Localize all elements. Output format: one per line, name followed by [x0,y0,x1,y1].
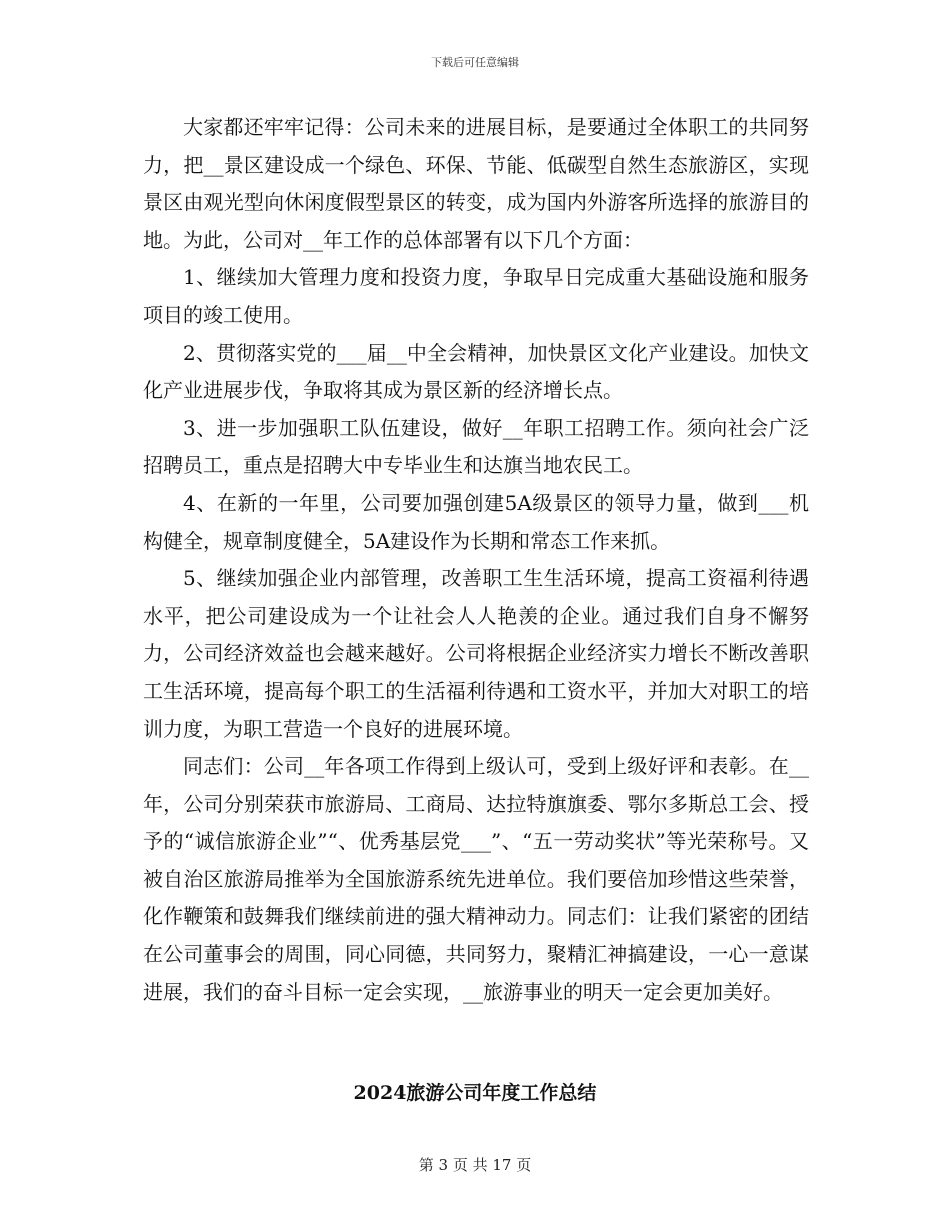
page-header-note: 下载后可任意编辑 [431,56,519,69]
paragraph-item-1: 1、继续加大管理力度和投资力度，争取早日完成重大基础设施和服务项目的竣工使用。 [143,265,809,327]
paragraph-item-2: 2、贯彻落实党的___届__中全会精神，加快景区文化产业建设。加快文化产业进展步伐，争取将其成为景区新的经济增长点。 [143,340,809,403]
paragraph-intro: 大家都还牢牢记得：公司未来的进展目标，是要通过全体职工的共同努力，把__景区建设成一个绿色、环保、节能、低碳型自然生态旅游区，实现景区由观光型向休闲度假型景区的转变，成为国内外游客所选择的旅游目的地。为此，公司对__年工作的总体部署有以下几个方面： [143,115,809,252]
document-title: 2024旅游公司年度工作总结 [353,1082,597,1104]
paragraph-closing: 同志们：公司__年各项工作得到上级认可，受到上级好评和表彰。在__年，公司分别荣获市旅游局、工商局、达拉特旗旗委、鄂尔多斯总工会、授予的“诚信旅游企业”“、优秀基层党___”、“五一劳动奖状”等光荣称号。又被自治区旅游局推举为全国旅游系统先进单位。我们要倍加珍惜这些荣誉，化作鞭策和鼓舞我们继续前进的强大精神动力。同志们：让我们紧密的团结在公司董事会的周围，同心同德，共同努力，聚精汇神搞建设，一心一意谋进展，我们的奋斗目标一定会实现，__旅游事业的明天一定会更加美好。 [143,754,809,1004]
paragraph-item-5: 5、继续加强企业内部管理，改善职工生生活环境，提高工资福利待遇水平，把公司建设成为一个让社会人人艳羡的企业。通过我们自身不懈努力，公司经济效益也会越来越好。公司将根据企业经济实力增长不断改善职工生活环境，提高每个职工的生活福利待遇和工资水平，并加大对职工的培训力度，为职工营造一个良好的进展环境。 [143,566,809,741]
paragraph-item-3: 3、进一步加强职工队伍建设，做好__年职工招聘工作。须向社会广泛招聘员工，重点是招聘大中专毕业生和达旗当地农民工。 [143,415,809,478]
paragraph-item-4: 4、在新的一年里，公司要加强创建5A级景区的领导力量，做到___机构健全，规章制度健全，5A建设作为长期和常态工作来抓。 [143,490,809,553]
page-number-footer: 第 3 页 共 17 页 [418,1156,532,1174]
document-body [143,109,809,1011]
